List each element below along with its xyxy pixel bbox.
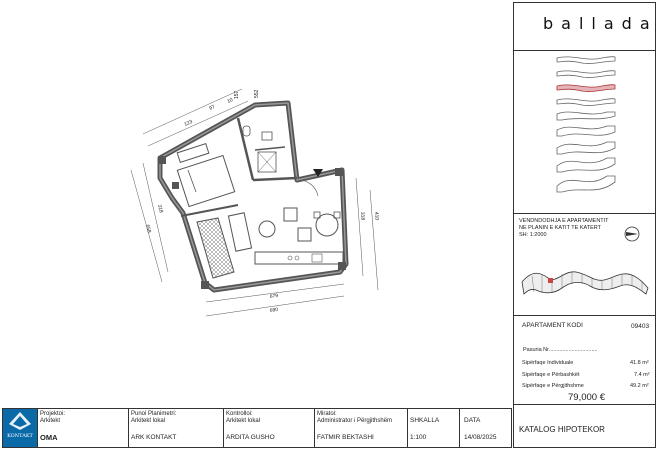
dim-right-1: 318	[359, 211, 366, 221]
approve-role: Administrator i Përgjithshëm	[317, 418, 393, 424]
approve-value: FATMIR BEKTASHI	[317, 434, 374, 441]
sofa	[228, 213, 251, 252]
dim-bottom-2: 690	[269, 306, 279, 314]
armchair	[298, 228, 311, 241]
date-label: DATA	[464, 417, 481, 424]
area-individual-label: Sipërfaqe Individuale	[522, 360, 574, 366]
date-value: 14/08/2025	[464, 434, 497, 441]
project-value: OMA	[40, 433, 58, 442]
planner-label: Punoi Planimetri:	[131, 411, 177, 417]
column	[335, 168, 343, 176]
area-individual-value: 41.8 m²	[630, 360, 649, 366]
floor-stack-diagram	[552, 52, 622, 212]
check-value: ARDITA GUSHO	[226, 434, 275, 441]
dim-top-2: 97	[208, 104, 216, 112]
planner-role: Arkitekt lokal	[131, 418, 166, 424]
apartment-code-label: APARTAMENT KODI	[522, 322, 583, 329]
apartment-marker	[548, 278, 553, 283]
column	[201, 281, 209, 289]
sink	[262, 132, 272, 140]
highlighted-floor	[557, 85, 615, 92]
dim-top-5: 552	[254, 89, 260, 98]
area-total-label: Sipërfaqe e Përgjithshme	[522, 383, 584, 389]
project-role: Arkitekt	[40, 418, 61, 424]
approve-label: Miratoi:	[317, 411, 337, 417]
area-total-value: 49.2 m²	[630, 383, 649, 389]
location-caption-1: VENDNDODHJA E APARTAMENTIT	[519, 218, 609, 224]
north-arrow-icon	[624, 226, 640, 242]
kontakt-logo-text: KONTAKT	[7, 433, 33, 439]
price: 79,000 €	[568, 392, 605, 403]
location-caption-2: NE PLANIN E KATIT TE KATERT	[519, 225, 602, 231]
check-label: Kontrolloi:	[226, 411, 253, 417]
scale-value: 1:100	[410, 434, 427, 441]
armchair	[284, 208, 297, 221]
dining-table	[316, 214, 338, 236]
dim-right-2: 410	[373, 211, 380, 221]
location-scale: SH: 1:2000	[519, 232, 547, 238]
apartment-code-value: 09403	[631, 323, 650, 330]
title-block	[2, 408, 512, 448]
column	[338, 262, 346, 270]
dim-top-1: 123	[183, 118, 194, 128]
parcel-label: Pasuria Nr................................	[523, 347, 598, 353]
planner-value: ARK KONTAKT	[131, 434, 177, 441]
kontakt-mark-icon	[3, 409, 37, 433]
project-label: Projektoi:	[40, 411, 66, 417]
bed	[177, 156, 234, 207]
area-common-value: 7.4 m²	[634, 372, 650, 378]
dim-top-4: 157	[234, 90, 240, 99]
brand-logo: ballada	[543, 14, 658, 33]
dim-left-1: 318	[156, 204, 164, 214]
site-plan-map	[518, 260, 653, 304]
coffee-table	[259, 221, 275, 237]
kontakt-logo	[3, 409, 37, 447]
column	[172, 182, 179, 189]
scale-label: SHKALLA	[410, 417, 440, 424]
area-common-label: Sipërfaqe e Përbashkët	[522, 372, 580, 378]
column	[158, 156, 166, 164]
catalog-title: KATALOG HIPOTEKOR	[519, 425, 605, 434]
dim-bottom-1: 679	[269, 292, 279, 300]
dim-top-3: 10	[226, 97, 234, 105]
dim-left-2: 658	[144, 224, 152, 234]
wc	[243, 126, 250, 136]
check-role: Arkitekt lokal	[226, 418, 261, 424]
